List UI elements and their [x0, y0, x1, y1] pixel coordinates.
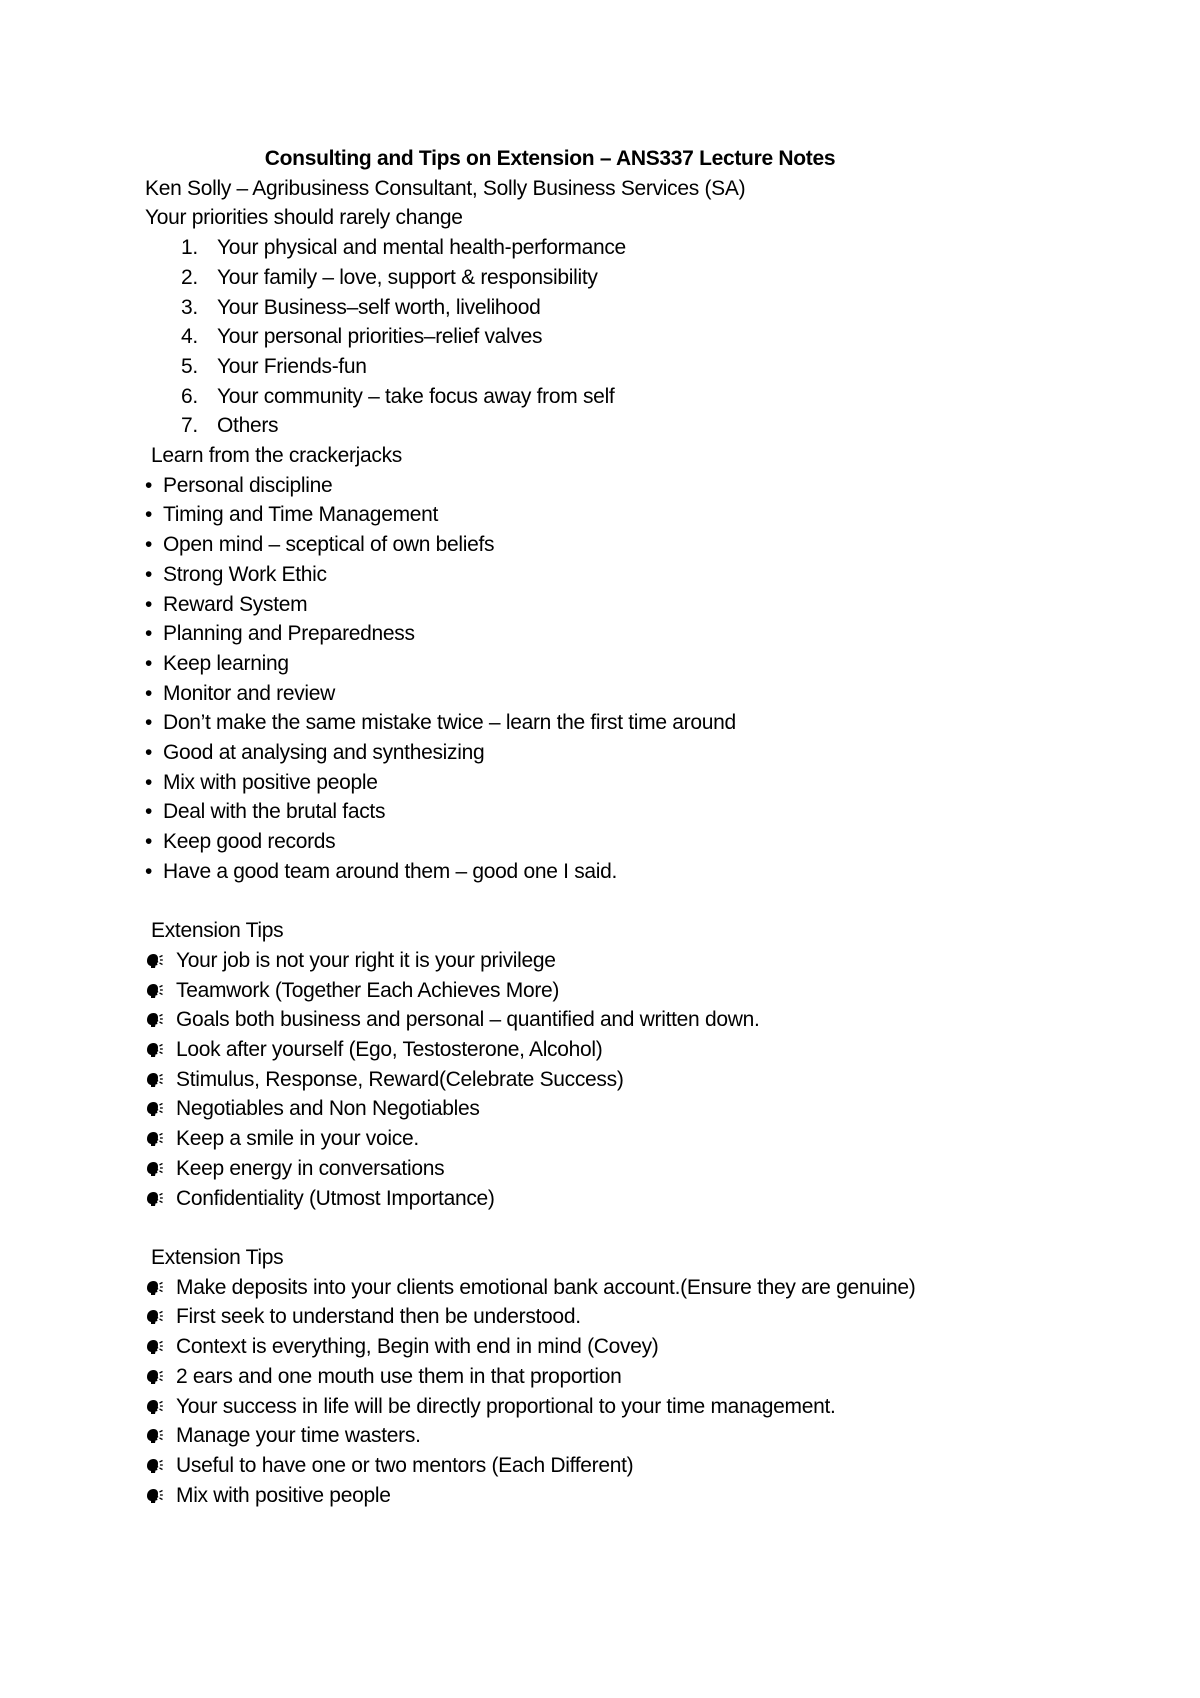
speaking-head-icon [145, 953, 163, 969]
bullet-icon: • [145, 711, 153, 735]
extension-tip-text: Keep energy in conversations [176, 1156, 445, 1180]
priority-number: 2. [181, 265, 198, 289]
crackerjack-text: Open mind – sceptical of own beliefs [163, 533, 495, 557]
extension-tip-text: Keep a smile in your voice. [176, 1127, 419, 1151]
bullet-icon: • [145, 473, 153, 497]
extension-tip-item [145, 1035, 1045, 1065]
extension-tip-item [145, 1302, 1045, 1332]
speaking-head-icon [145, 1072, 163, 1088]
priority-text: Others [217, 414, 279, 438]
priority-text: Your personal priorities–relief valves [217, 325, 543, 349]
crackerjack-item [145, 857, 1045, 887]
extension-tip-item [145, 1065, 1045, 1095]
extension-tip-item [145, 976, 1045, 1006]
bullet-icon: • [145, 830, 153, 854]
extension-tip-text: First seek to understand then be understood. [176, 1305, 581, 1329]
priority-number: 7. [181, 414, 198, 438]
speaking-head-icon [145, 1369, 163, 1385]
priority-number: 3. [181, 295, 198, 319]
crackerjack-text: Personal discipline [163, 473, 333, 497]
speaking-head-icon [145, 1042, 163, 1058]
bullet-icon: • [145, 741, 153, 765]
priority-number: 6. [181, 384, 198, 408]
crackerjack-item [145, 471, 1045, 501]
extension-tip-text: Mix with positive people [176, 1483, 391, 1507]
extension-tip-text: Teamwork (Together Each Achieves More) [176, 978, 560, 1002]
extension-tips-heading: Extension Tips [151, 919, 284, 943]
crackerjacks-heading: Learn from the crackerjacks [151, 444, 402, 468]
extension-tip-item [145, 1362, 1045, 1392]
crackerjack-item [145, 530, 1045, 560]
extension-tip-text: Stimulus, Response, Reward(Celebrate Success) [176, 1067, 624, 1091]
crackerjack-text: Don’t make the same mistake twice – learn the first time around [163, 711, 736, 735]
bullet-icon: • [145, 503, 153, 527]
extension-tip-item [145, 1184, 1045, 1214]
crackerjack-text: Have a good team around them – good one I said. [163, 859, 618, 883]
author-line: Ken Solly – Agribusiness Consultant, Solly Business Services (SA) [145, 176, 746, 200]
speaking-head-icon [145, 1428, 163, 1444]
priority-item [145, 293, 1045, 323]
extension-tips-list [145, 946, 1045, 1213]
speaking-head-icon [145, 1309, 163, 1325]
priority-item [145, 322, 1045, 352]
extension-tip-item [145, 946, 1045, 976]
section-spacer [145, 1213, 1045, 1243]
speaking-head-icon [145, 1012, 163, 1028]
priority-item [145, 233, 1045, 263]
crackerjack-text: Monitor and review [163, 681, 336, 705]
bullet-icon: • [145, 770, 153, 794]
crackerjack-text: Good at analysing and synthesizing [163, 741, 485, 765]
extension-tip-text: Goals both business and personal – quantified and written down. [176, 1008, 760, 1032]
priority-item [145, 352, 1045, 382]
speaking-head-icon [145, 1131, 163, 1147]
crackerjack-item [145, 768, 1045, 798]
priority-item [145, 382, 1045, 412]
crackerjack-text: Timing and Time Management [163, 503, 439, 527]
priority-number: 1. [181, 236, 198, 260]
crackerjack-item [145, 797, 1045, 827]
extension-tips-heading: Extension Tips [151, 1245, 284, 1269]
extension-tip-item [145, 1332, 1045, 1362]
crackerjack-text: Keep good records [163, 830, 336, 854]
speaking-head-icon [145, 1458, 163, 1474]
bullet-icon: • [145, 800, 153, 824]
extension-tip-item [145, 1154, 1045, 1184]
priority-number: 4. [181, 325, 198, 349]
tips-container [145, 887, 1045, 1511]
extension-tip-item [145, 1451, 1045, 1481]
extension-tip-item [145, 1481, 1045, 1511]
extension-tip-item [145, 1392, 1045, 1422]
speaking-head-icon [145, 1488, 163, 1504]
crackerjack-text: Deal with the brutal facts [163, 800, 386, 824]
bullet-icon: • [145, 681, 153, 705]
extension-tip-text: Manage your time wasters. [176, 1424, 421, 1448]
speaking-head-icon [145, 1191, 163, 1207]
extension-tip-text: Your job is not your right it is your privilege [176, 948, 556, 972]
priority-text: Your Business–self worth, livelihood [217, 295, 541, 319]
bullet-icon: • [145, 562, 153, 586]
document-title: Consulting and Tips on Extension – ANS337 Lecture Notes [264, 147, 836, 170]
extension-tip-text: 2 ears and one mouth use them in that proportion [176, 1364, 622, 1388]
bullet-icon: • [145, 651, 153, 675]
crackerjack-item [145, 560, 1045, 590]
crackerjack-item [145, 500, 1045, 530]
crackerjacks-list [145, 471, 1045, 887]
crackerjack-item [145, 738, 1045, 768]
extension-tip-item [145, 1421, 1045, 1451]
priority-number: 5. [181, 354, 198, 378]
crackerjack-item [145, 679, 1045, 709]
bullet-icon: • [145, 622, 153, 646]
crackerjack-item [145, 590, 1045, 620]
bullet-icon: • [145, 533, 153, 557]
priority-text: Your family – love, support & responsibility [217, 265, 598, 289]
extension-tip-text: Context is everything, Begin with end in mind (Covey) [176, 1335, 659, 1359]
speaking-head-icon [145, 1161, 163, 1177]
extension-tip-text: Make deposits into your clients emotional bank account.(Ensure they are genuine) [176, 1275, 916, 1299]
priority-text: Your physical and mental health-performance [217, 236, 626, 260]
priority-item [145, 263, 1045, 293]
crackerjack-item [145, 649, 1045, 679]
crackerjack-text: Planning and Preparedness [163, 622, 415, 646]
crackerjack-text: Strong Work Ethic [163, 562, 327, 586]
speaking-head-icon [145, 1399, 163, 1415]
section-spacer [145, 887, 1045, 917]
extension-tip-text: Useful to have one or two mentors (Each Different) [176, 1453, 634, 1477]
extension-tip-text: Negotiables and Non Negotiables [176, 1097, 480, 1121]
extension-tips-list [145, 1273, 1045, 1511]
extension-tip-text: Your success in life will be directly proportional to your time management. [176, 1394, 836, 1418]
speaking-head-icon [145, 1339, 163, 1355]
crackerjack-item [145, 827, 1045, 857]
speaking-head-icon [145, 1101, 163, 1117]
extension-tip-text: Look after yourself (Ego, Testosterone, Alcohol) [176, 1038, 603, 1062]
priorities-list [145, 233, 1045, 441]
extension-tip-item [145, 1124, 1045, 1154]
priorities-heading: Your priorities should rarely change [145, 206, 463, 230]
crackerjack-text: Keep learning [163, 651, 289, 675]
crackerjack-item [145, 619, 1045, 649]
speaking-head-icon [145, 983, 163, 999]
priority-item [145, 411, 1045, 441]
crackerjack-text: Reward System [163, 592, 308, 616]
crackerjack-text: Mix with positive people [163, 770, 378, 794]
extension-tip-item [145, 1005, 1045, 1035]
speaking-head-icon [145, 1280, 163, 1296]
document-page [145, 144, 1045, 1510]
extension-tip-item [145, 1094, 1045, 1124]
bullet-icon: • [145, 859, 153, 883]
crackerjack-item [145, 708, 1045, 738]
priority-text: Your Friends-fun [217, 354, 367, 378]
extension-tip-item [145, 1273, 1045, 1303]
extension-tip-text: Confidentiality (Utmost Importance) [176, 1186, 495, 1210]
bullet-icon: • [145, 592, 153, 616]
priority-text: Your community – take focus away from self [217, 384, 615, 408]
